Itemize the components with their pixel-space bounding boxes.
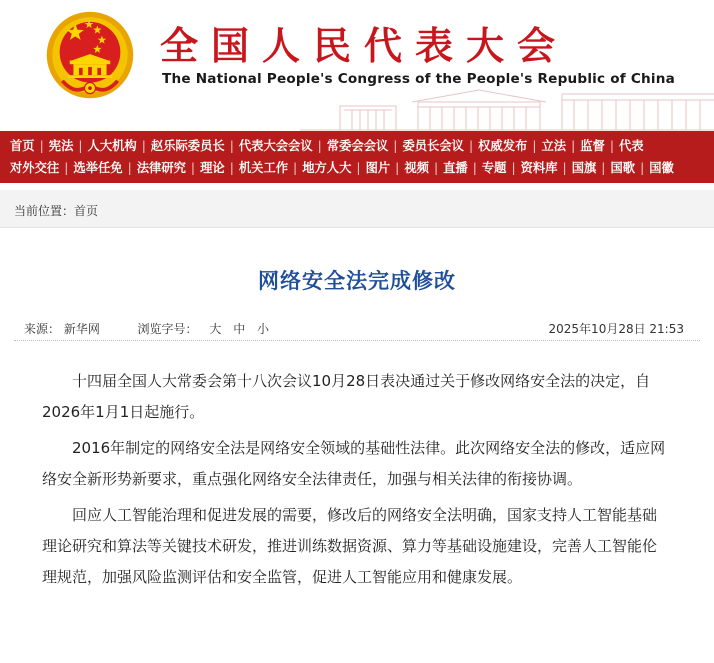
article-paragraph: 十四届全国人大常委会第十八次会议10月28日表决通过关于修改网络安全法的决定，自2026年1月1日起施行。 [42,372,651,421]
nav-separator: | [190,161,196,175]
nav-separator: | [433,161,439,175]
breadcrumb [14,202,98,219]
nav-separator: | [472,161,477,175]
nav-item-videos[interactable]: 视频 [404,161,429,175]
site-header [0,0,714,131]
nav-separator: | [141,139,146,153]
source-name: 新华网 [63,322,100,336]
nav-separator: | [229,161,234,175]
nav-item-database[interactable]: 资料库 [520,161,558,175]
nav-item-supervision[interactable]: 监督 [580,139,605,153]
nav-row-2 [10,157,708,179]
nav-separator: | [532,139,537,153]
source-label: 来源： [24,322,61,336]
nav-separator: | [64,161,69,175]
article-paragraph: 2016年制定的网络安全法是网络安全领域的基础性法律。此次网络安全法的修改，适应网络安全新形势新要求，重点强化网络安全法律责任，加强与相关法律的衔接协调。 [42,439,666,488]
breadcrumb-bar [0,190,714,228]
breadcrumb-label: 当前位置： [14,204,75,218]
nav-separator: | [511,161,516,175]
nav-item-deputies[interactable]: 代表 [619,139,644,153]
national-emblem-icon[interactable] [44,9,136,101]
nav-item-elections-appointments[interactable]: 选举任免 [73,161,123,175]
nav-row-1 [10,135,708,157]
nav-separator: | [317,139,322,153]
nav-item-topics[interactable]: 专题 [481,161,507,175]
nav-item-chairman[interactable]: 赵乐际委员长 [150,139,225,153]
nav-item-chairmen-council[interactable]: 委员长会议 [402,139,464,153]
nav-item-local-congresses[interactable]: 地方人大 [302,161,352,175]
article-meta [14,313,700,341]
nav-item-national-emblem[interactable]: 国徽 [649,161,674,175]
nav-item-theory[interactable]: 理论 [200,161,225,175]
site-title-en: The National People's Congress of the People's Republic of China [162,71,675,87]
nav-item-npc-organs[interactable]: 人大机构 [87,139,137,153]
breadcrumb-home-link[interactable]: 首页 [74,204,99,218]
nav-separator: | [356,161,361,175]
nav-separator: | [571,139,576,153]
publish-datetime: 2025年10月28日 21:53 [548,322,684,336]
nav-item-live[interactable]: 直播 [443,161,468,175]
nav-separator: | [293,161,298,175]
meta-divider [14,340,700,341]
nav-item-legal-research[interactable]: 法律研究 [136,161,186,175]
nav-separator: | [601,161,606,175]
nav-separator: | [562,161,567,175]
font-size-label: 浏览字号： [137,322,198,336]
nav-item-pictures[interactable]: 图片 [365,161,391,175]
nav-item-home[interactable]: 首页 [10,139,35,153]
nav-separator: | [468,139,474,153]
nav-item-office-work[interactable]: 机关工作 [238,161,289,175]
font-size-small-button[interactable]: 小 [257,322,270,336]
nav-separator: | [127,161,132,175]
nav-item-standing-committee[interactable]: 常委会会议 [326,139,389,153]
article-title: 网络安全法完成修改 [258,269,456,293]
nav-item-official-releases[interactable]: 权威发布 [478,139,528,153]
main-nav [0,131,714,183]
nav-item-constitution[interactable]: 宪法 [48,139,74,153]
nav-separator: | [609,139,614,153]
nav-separator: | [39,139,44,153]
font-size-medium-button[interactable]: 中 [233,322,246,336]
article-meta-left [24,320,269,337]
site-title-cn: 全国人民代表大会 [160,24,569,68]
nav-separator: | [78,139,83,153]
great-hall-illustration [300,80,714,131]
nav-separator: | [229,139,234,153]
article-body [42,366,666,598]
nav-item-foreign-exchanges[interactable]: 对外交往 [10,161,60,175]
nav-separator: | [395,161,400,175]
nav-item-national-flag[interactable]: 国旗 [571,161,597,175]
nav-separator: | [393,139,398,153]
nav-item-legislation[interactable]: 立法 [541,139,567,153]
nav-item-national-anthem[interactable]: 国歌 [610,161,636,175]
font-size-large-button[interactable]: 大 [209,322,222,336]
nav-separator: | [640,161,645,175]
article-paragraph: 回应人工智能治理和促进发展的需要，修改后的网络安全法明确，国家支持人工智能基础理论研究和算法等关键技术研发，推进训练数据资源、算力等基础设施建设，完善人工智能伦理规范，加强风险监测评估和安全监管，促进人工智能应用和健康发展。 [42,506,658,586]
nav-item-congress-sessions[interactable]: 代表大会会议 [238,139,313,153]
